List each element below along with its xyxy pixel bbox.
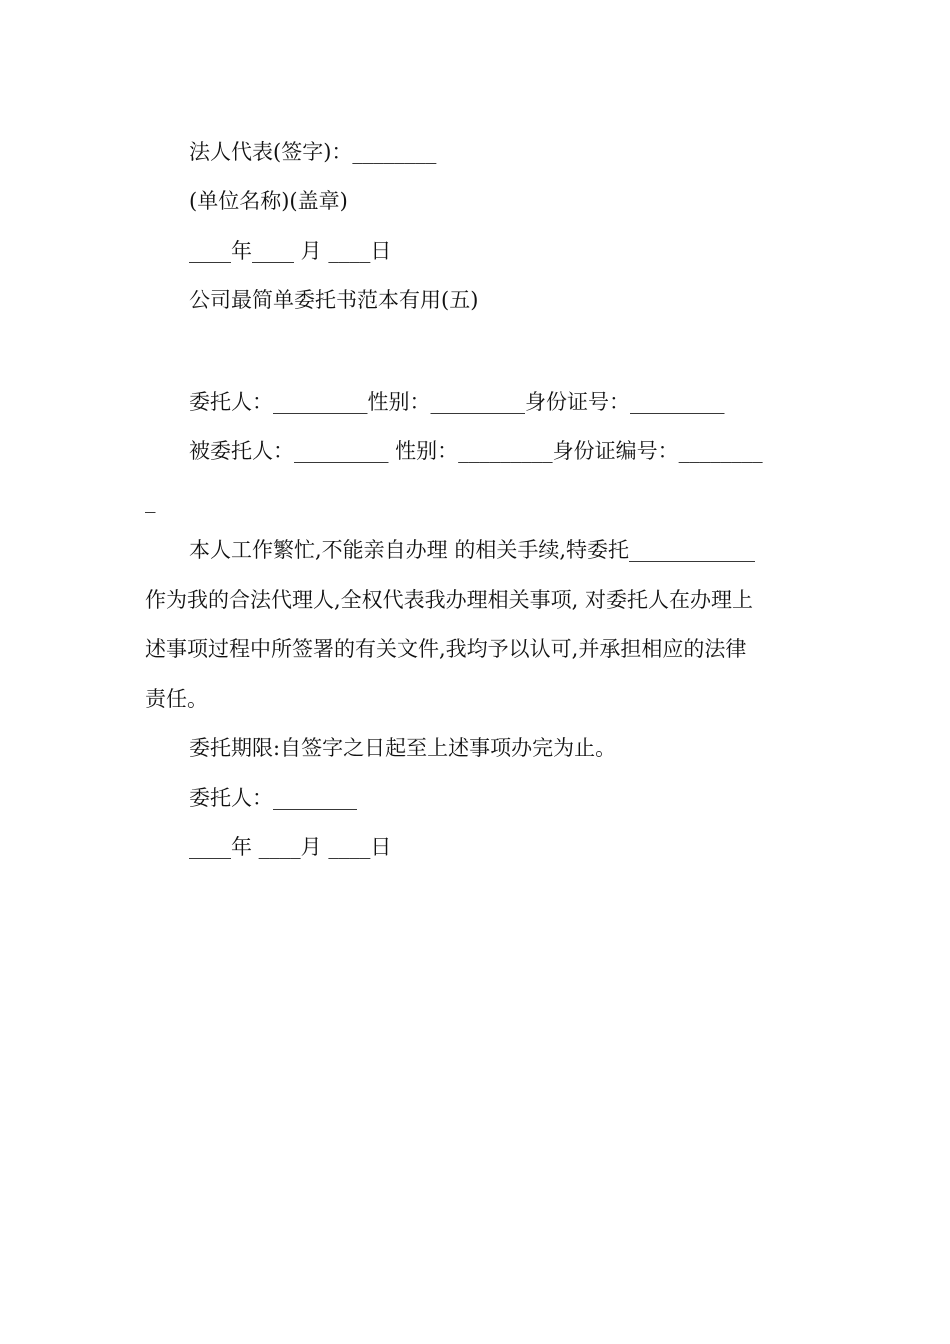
section-title: 公司最简单委托书范本有用(五): [189, 288, 479, 312]
legal-representative-signature-line: 法人代表(签字)：________: [189, 140, 437, 164]
body-paragraph-line-4: 责任。: [145, 687, 208, 711]
body-paragraph-line-3: 述事项过程中所签署的有关文件,我均予以认可,并承担相应的法律: [145, 637, 747, 661]
principal-info-line: 委托人：_________性别：_________身份证号：_________: [189, 390, 725, 414]
date-line-1: ____年____ 月 ____日: [189, 239, 392, 263]
body-paragraph-line-2: 作为我的合法代理人,全权代表我办理相关事项, 对委托人在办理上: [145, 588, 754, 612]
body-paragraph-line-1: 本人工作繁忙,不能亲自办理 的相关手续,特委托____________: [189, 538, 756, 562]
unit-name-seal-line: (单位名称)(盖章): [189, 189, 348, 213]
date-line-2: ____年 ____月 ____日: [189, 835, 392, 859]
principal-signature-line: 委托人：________: [189, 786, 357, 810]
term-of-entrustment-line: 委托期限:自签字之日起至上述事项办完为止。: [189, 736, 617, 760]
agent-info-continuation: _: [145, 489, 156, 513]
agent-info-line: 被委托人：_________ 性别：_________身份证编号：________: [189, 439, 763, 463]
